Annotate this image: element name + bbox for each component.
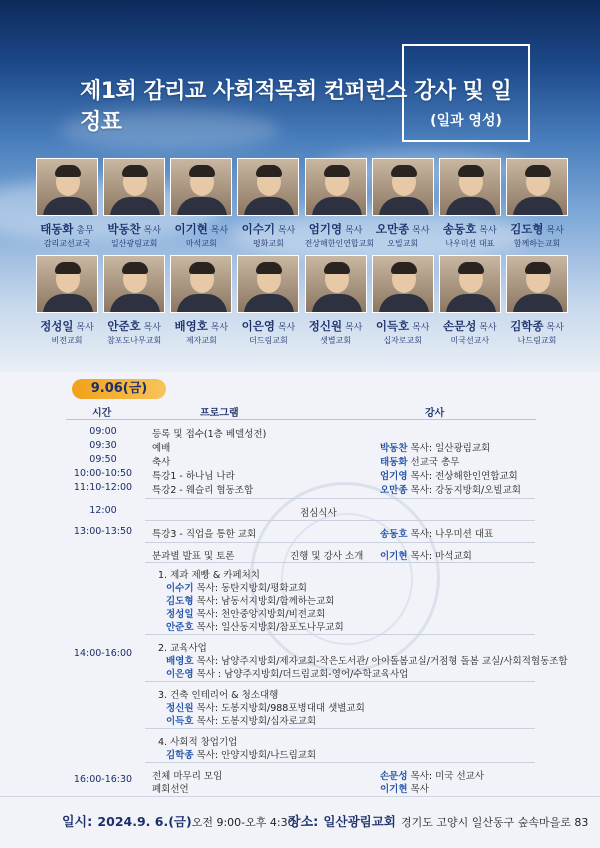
group-title: 1. 제과 제빵 & 카페처치: [158, 570, 260, 581]
group-member: 이수기 목사: 동탄지방회/평화교회: [166, 583, 307, 594]
group-member: 김도형 목사: 남동서지방회/함께하는교회: [166, 596, 335, 607]
row-divider: [145, 681, 535, 682]
speaker-row: [36, 158, 568, 249]
page-subtitle: (일과 영성): [430, 113, 502, 129]
program-cell: 전체 마무리 모임: [152, 771, 223, 782]
speaker-photo: [439, 158, 501, 216]
speaker-name: 손문성 목사: [443, 319, 497, 333]
speaker-name: 이득호 목사: [375, 319, 430, 333]
group-title: 2. 교육사업: [158, 643, 207, 654]
speaker-photo: [506, 158, 568, 216]
speaker-card: [439, 158, 501, 249]
event-date: 일시: 2024.9. 6.(금)오전 9:00-오후 4:30: [62, 814, 295, 830]
program-cell: 특강3 - 직업을 통한 교회: [152, 529, 257, 540]
speaker-org: 오빌교회: [387, 239, 419, 248]
speaker-org: 마석교회: [185, 239, 217, 248]
speaker-row: [36, 255, 568, 346]
speaker-photo: [36, 158, 98, 216]
group-member: 정성일 목사: 천안중앙지방회/비전교회: [166, 609, 326, 620]
speaker-photo: [305, 158, 367, 216]
speaker-card: [372, 158, 434, 249]
speaker-photo: [305, 255, 367, 313]
speaker-name: 이은영 목사: [241, 319, 296, 333]
speaker-card: [237, 158, 299, 249]
group-title: 4. 사회적 창업기업: [158, 737, 238, 748]
speaker-name: 정신원 목사: [308, 319, 363, 333]
program-cell: 진행 및 강사 소개: [290, 551, 364, 562]
speaker-card: [305, 255, 367, 346]
group-title: 3. 건축 인테리어 & 청소대행: [158, 690, 279, 701]
speaker-name: 안준호 목사: [107, 319, 161, 333]
speaker-photo: [439, 255, 501, 313]
speaker-cell: 태동화 선교국 총무: [380, 457, 460, 468]
speaker-photo: [372, 158, 434, 216]
col-header-speaker: 강사: [425, 408, 445, 419]
group-member: 이은영 목사 : 남양주지방회/더드림교회-영어/수학교육사업: [166, 669, 409, 680]
time-cell: 16:00-16:30: [73, 774, 133, 785]
speaker-org: 제자교회: [185, 336, 217, 345]
speaker-cell: 손문성 목사: 미국 선교사: [380, 771, 485, 782]
program-cell: 점심식사: [300, 508, 337, 519]
time-cell: 10:00-10:50: [73, 468, 133, 479]
speaker-card: [439, 255, 501, 346]
church-seal-watermark: [250, 482, 440, 672]
speaker-photo: [506, 255, 568, 313]
speaker-card: [304, 158, 375, 249]
speaker-org: 나우미션 대표: [445, 239, 495, 248]
speaker-photo: [372, 255, 434, 313]
speaker-org: 샛별교회: [320, 336, 352, 345]
page-title: 제1회 감리교 사회적목회 컨퍼런스 강사 및 일정표: [80, 79, 512, 135]
group-member: 정신원 목사: 도봉지방회/988포병대대 샛별교회: [166, 703, 365, 714]
speaker-name: 엄기영 목사: [308, 222, 363, 236]
group-member: 배영호 목사: 남양주지방회/제자교회-작은도서관/ 아이돌봄교실/거점형 돌봄 교실/사회적협동조합: [166, 656, 568, 667]
speaker-org: 더드림교회: [249, 336, 288, 345]
speaker-org: 함께하는교회: [513, 239, 561, 248]
speaker-card: [506, 255, 568, 346]
date-badge: 9.06(금): [72, 379, 166, 399]
col-header-time: 시간: [92, 408, 112, 419]
speaker-cell: 박동찬 목사: 일산광림교회: [380, 443, 491, 454]
time-cell: 11:10-12:00: [73, 482, 133, 493]
speaker-org: 전상해한인연합교회: [304, 239, 375, 248]
col-header-program: 프로그램: [200, 408, 239, 419]
program-cell: 폐회선언: [152, 784, 189, 795]
event-info-footer: [0, 796, 600, 848]
time-cell: 14:00-16:00: [73, 648, 133, 659]
program-cell: 분과별 발표 및 토론: [152, 551, 235, 562]
speaker-name: 태동화 총무: [40, 222, 94, 236]
speaker-grid: [36, 158, 568, 352]
row-divider: [145, 542, 535, 543]
speaker-photo: [103, 158, 165, 216]
speaker-photo: [237, 255, 299, 313]
program-cell: 특강1 - 하나님 나라: [152, 471, 235, 482]
speaker-photo: [170, 255, 232, 313]
speaker-name: 김학종 목사: [510, 319, 564, 333]
speaker-card: [36, 255, 98, 346]
speaker-org: 감리교선교국: [43, 239, 91, 248]
speaker-cell: 엄기영 목사: 전상해한인연합교회: [380, 471, 518, 482]
program-cell: 등록 및 접수(1층 베델성전): [152, 429, 267, 440]
speaker-org: 나드림교회: [517, 336, 557, 345]
speaker-org: 미국선교사: [450, 336, 490, 345]
row-divider: [145, 498, 535, 499]
time-cell: 09:00: [89, 426, 117, 437]
time-cell: 12:00: [89, 505, 117, 516]
speaker-card: [506, 158, 568, 249]
time-cell: 13:00-13:50: [73, 526, 133, 537]
row-divider: [145, 728, 535, 729]
speaker-photo: [103, 255, 165, 313]
speaker-name: 송동호 목사: [443, 222, 497, 236]
row-divider: [145, 634, 535, 635]
speaker-name: 이기현 목사: [174, 222, 229, 236]
speaker-photo: [237, 158, 299, 216]
speaker-name: 배영호 목사: [174, 319, 229, 333]
speaker-org: 십자로교회: [383, 336, 423, 345]
event-place: 장소: 일산광림교회 경기도 고양시 일산동구 숲속마을로 83: [288, 814, 589, 830]
speaker-name: 박동찬 목사: [107, 222, 161, 236]
group-member: 이득호 목사: 도봉지방회/십자로교회: [166, 716, 317, 727]
speaker-name: 김도형 목사: [510, 222, 564, 236]
group-member: 김학종 목사: 안양지방회/나드림교회: [166, 750, 317, 761]
program-cell: 특강2 - 웨슬리 협동조합: [152, 485, 254, 496]
row-divider: [145, 520, 535, 521]
speaker-name: 정성일 목사: [40, 319, 94, 333]
header-divider: [66, 419, 536, 420]
time-cell: 09:30: [89, 440, 117, 451]
speaker-photo: [36, 255, 98, 313]
speaker-card: [103, 255, 165, 346]
speaker-name: 오만종 목사: [375, 222, 430, 236]
speaker-card: [170, 158, 232, 249]
speaker-cell: 송동호 목사: 나우미션 대표: [380, 529, 494, 540]
group-member: 안준호 목사: 일산동지방회/참포도나무교회: [166, 622, 344, 633]
speaker-org: 평화교회: [252, 239, 284, 248]
program-cell: 축사: [152, 457, 171, 468]
speaker-name: 이수기 목사: [241, 222, 296, 236]
speaker-card: [372, 255, 434, 346]
speaker-org: 비전교회: [51, 336, 83, 345]
speaker-cell: 이기현 목사: 마석교회: [380, 551, 472, 562]
row-divider: [145, 762, 535, 763]
time-cell: 09:50: [89, 454, 117, 465]
speaker-org: 일산광림교회: [110, 239, 158, 248]
speaker-card: [170, 255, 232, 346]
row-divider: [145, 562, 535, 563]
schedule-section: [0, 372, 600, 848]
speaker-photo: [170, 158, 232, 216]
speaker-org: 참포도나무교회: [107, 336, 162, 345]
speaker-card: [237, 255, 299, 346]
speaker-cell: 이기현 목사: [380, 784, 429, 795]
speaker-card: [103, 158, 165, 249]
program-cell: 예배: [152, 443, 171, 454]
speaker-cell: 오만종 목사: 강동지방회/오빌교회: [380, 485, 521, 496]
speaker-card: [36, 158, 98, 249]
